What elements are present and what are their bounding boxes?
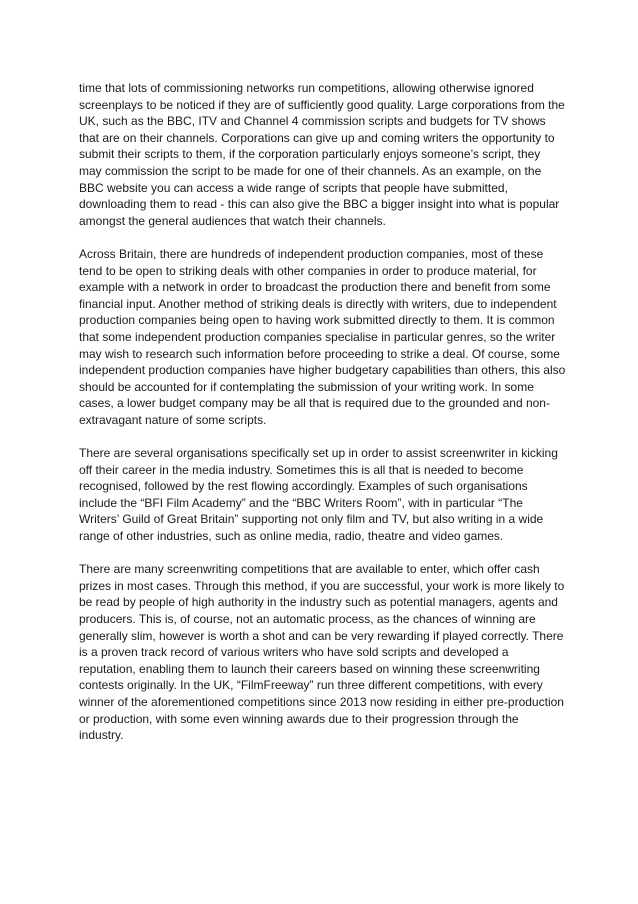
paragraph-commissioning-networks: time that lots of commissioning networks run competitions, allowing otherwise ignored screenplays to be noticed if they are of sufficiently good quality. Large corporations from the UK, such as the BBC, ITV and Channel 4 commission scripts and budgets for TV shows that are on their channels. Corporations can give up and coming writers the opportunity to submit their scripts to them, if the corporation particularly enjoys someone’s script, they may commission the script to be made for one of their channels. As an example, on the BBC website you can access a wide range of scripts that people have submitted, downloading them to read - this can also give the BBC a bigger insight into what is popular amongst the general audiences that watch their channels.	[79, 81, 565, 228]
paragraph-competitions: There are many screenwriting competitions that are available to enter, which offer cash prizes in most cases. Through this method, if you are successful, your work is more likely to be read by people of high authority in the industry such as potential managers, agents and producers. This is, of course, not an automatic process, as the chances of winning are generally slim, however is worth a shot and can be very rewarding if played correctly. There is a proven track record of various writers who have sold scripts and developed a reputation, enabling them to launch their careers based on winning these screenwriting contests originally. In the UK, “FilmFreeway” run three different competitions, with every winner of the aforementioned competitions since 2013 now residing in either pre-production or production, with some even winning awards due to their progression through the industry.	[79, 562, 565, 743]
paragraph-independent-production: Across Britain, there are hundreds of independent production companies, most of these tend to be open to striking deals with other companies in order to produce material, for example with a network in order to broadcast the production there and benefit from some financial input. Another method of striking deals is directly with writers, due to independent production companies being open to having work submitted directly to them. It is common that some independent production companies specialise in particular genres, so the writer may wish to research such information before proceeding to strike a deal. Of course, some independent production companies have higher budgetary capabilities than others, this also should be accounted for if contemplating the submission of your writing work. In some cases, a lower budget company may be all that is required due to the grounded and non-extravagant nature of some scripts.	[79, 246, 566, 427]
document-body	[79, 80, 566, 760]
paragraph-organisations: There are several organisations specifically set up in order to assist screenwriter in kicking off their career in the media industry. Sometimes this is all that is needed to become recognised, followed by the rest flowing accordingly. Examples of such organisations include the “BFI Film Academy” and the “BBC Writers Room”, with in particular “The Writers’ Guild of Great Britain” supporting not only film and TV, but also writing in a wide range of other industries, such as online media, radio, theatre and video games.	[79, 446, 558, 544]
